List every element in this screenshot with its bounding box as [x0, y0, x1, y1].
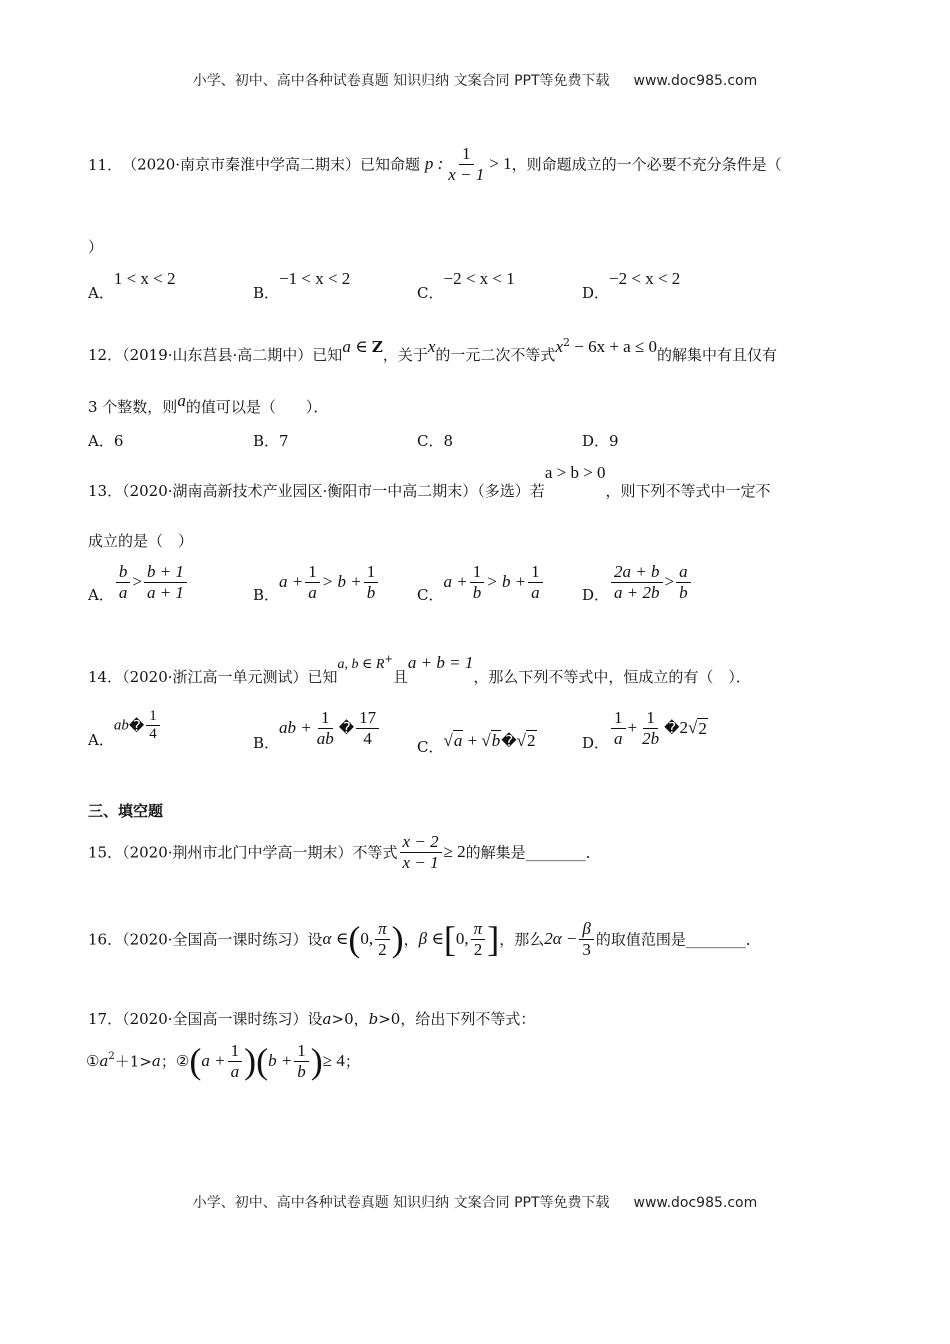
question-15: 15．（2020·荆州市北门中学高一期末）不等式 $\frac{x - 2}{x - 1}$ ≥ 2的解集是________．	[88, 832, 601, 872]
q11-fraction: $\frac{1}{x - 1}$	[448, 144, 485, 184]
q13-option-b[interactable]: B．a + $\frac{1}{a}$ > b + $\frac{1}{b}$	[253, 562, 380, 602]
question-14: 14．（2020·浙江高一单元测试）已知a, b ∈ R+且a + b = 1，那么下列不等式中，恒成立的有（ ）．	[88, 653, 751, 686]
q11-close-paren: ）	[88, 238, 104, 256]
q14-option-d[interactable]: D． $\frac{1}{a}$ + $\frac{1}{2b}$ �2√2	[582, 708, 707, 752]
q11-option-d[interactable]: D．−2 < x < 2	[582, 269, 681, 302]
q13-option-c[interactable]: C．a + $\frac{1}{b}$ > b + $\frac{1}{a}$	[417, 562, 545, 602]
q11-option-b[interactable]: B．−1 < x < 2	[253, 269, 351, 302]
q14-option-a[interactable]: A．ab� $\frac{1}{4}$	[88, 708, 162, 744]
q13-option-d[interactable]: D． $\frac{2a + b}{a + 2b}$ > $\frac{a}{b}$	[582, 562, 693, 602]
question-13-line2: 成立的是（ ）	[88, 532, 194, 550]
q13-condition: a > b > 0	[544, 463, 606, 482]
question-17: 17．（2020·全国高一课时练习）设a>0，b>0，给出下列不等式：	[88, 1010, 536, 1028]
header-text: 小学、初中、高中各种试卷真题 知识归纳 文案合同 PPT等免费下载	[192, 73, 610, 89]
question-13: 13．（2020·湖南高新技术产业园区·衡阳市一中高二期末）（多选）若a > b > 0，则下列不等式中一定不	[88, 463, 771, 500]
q13-option-a[interactable]: A． $\frac{b}{a}$ > $\frac{b + 1}{a + 1}$	[88, 562, 189, 602]
q12-option-b[interactable]: B．7	[253, 432, 289, 450]
footer-site[interactable]: www.doc985.com	[633, 1195, 758, 1211]
header-site[interactable]: www.doc985.com	[633, 73, 758, 89]
footer-text: 小学、初中、高中各种试卷真题 知识归纳 文案合同 PPT等免费下载	[192, 1195, 610, 1211]
page-footer	[0, 1192, 950, 1212]
question-16: 16．（2020·全国高一课时练习）设α ∈(0, $\frac{\pi}{2}$ )，β ∈[0, $\frac{\pi}{2}$ ]，那么2α − $\frac{\beta}{3}$ 的取值范围是________．	[88, 918, 761, 959]
question-12: 12．（2019·山东莒县·高二期中）已知a ∈ Z，关于x的一元二次不等式$x^2 - 6x + a \le 0$的解集中有且仅有	[88, 336, 778, 364]
q14-option-c[interactable]: C．√a + √b�√2	[417, 731, 536, 756]
q12-option-c[interactable]: C．8	[417, 432, 454, 450]
page-header	[0, 70, 950, 90]
question-12-line2: 3 个整数，则a的值可以是（ ）．	[88, 391, 329, 416]
question-11: 11．（2020·南京市秦淮中学高二期末）已知命题 p : $\frac{1}{x - 1}$ > 1，则命题成立的一个必要不充分条件是（	[88, 144, 782, 184]
q14-option-b[interactable]: B．ab + $\frac{1}{ab}$ � $\frac{17}{4}$	[253, 708, 381, 748]
q11-option-a[interactable]: A．1 < x < 2	[88, 269, 176, 302]
q11-p: p :	[424, 154, 444, 174]
q12-option-d[interactable]: D．9	[582, 432, 619, 450]
q12-option-a[interactable]: A．6	[88, 432, 124, 450]
q11-option-c[interactable]: C．−2 < x < 1	[417, 269, 515, 302]
question-17-items: $①a^2+1>a$；②(a + $\frac{1}{a}$ )(b + $\frac{1}{b}$ )≥ 4；	[86, 1040, 360, 1081]
section-title: 三、填空题	[88, 802, 164, 820]
